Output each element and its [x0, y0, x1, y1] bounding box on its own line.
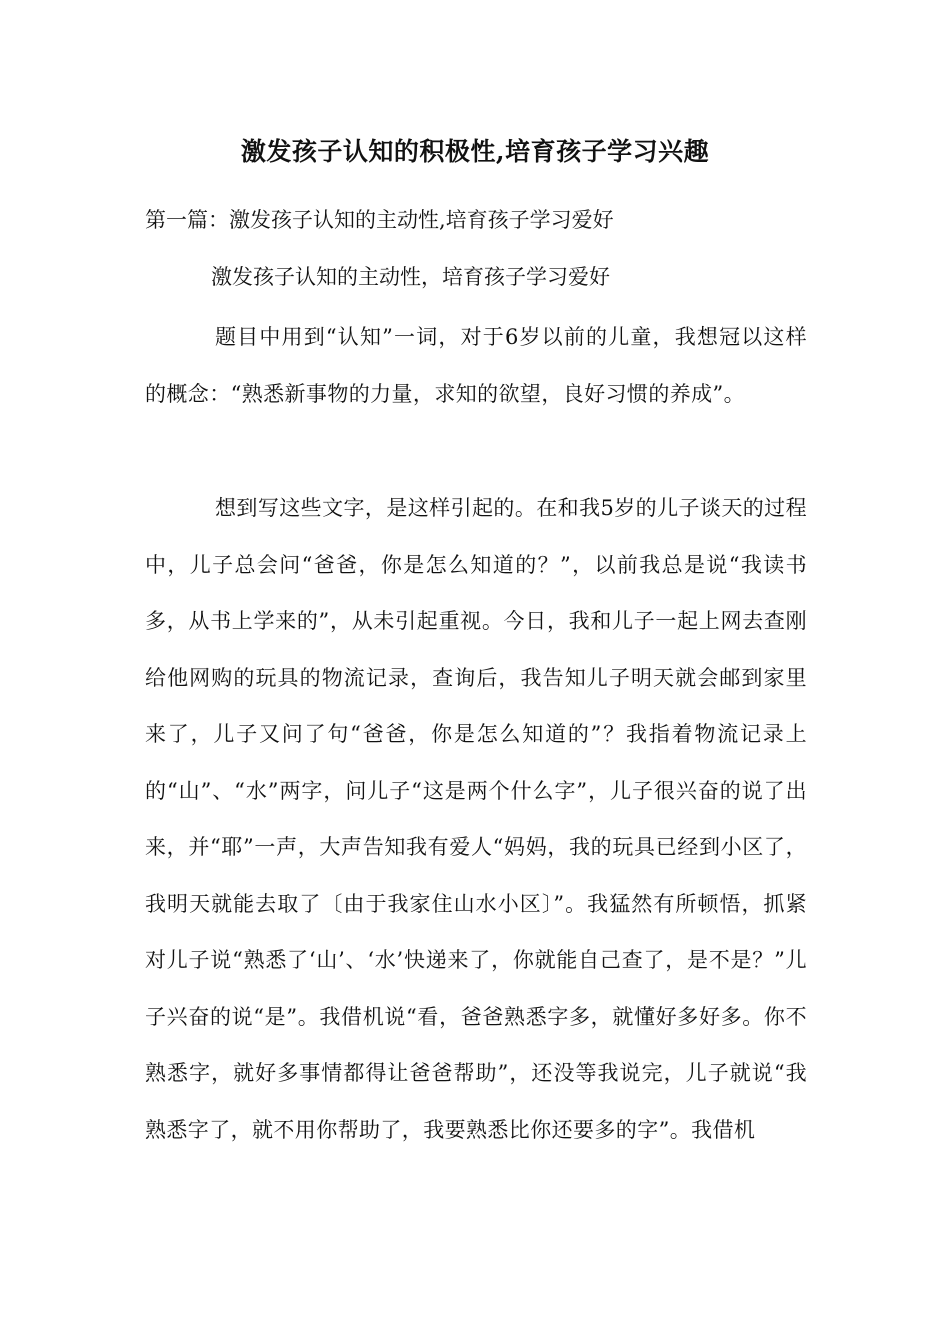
article-heading: 激发孩子认知的主动性，培育孩子学习爱好 [211, 265, 610, 289]
document-title: 激发孩子认知的积极性,培育孩子学习兴趣 [240, 137, 710, 166]
document-subtitle: 第一篇：激发孩子认知的主动性,培育孩子学习爱好 [145, 208, 614, 232]
body-paragraph: 题目中用到“认知”一词，对于6岁以前的儿童，我想冠以这样的概念：“熟悉新事物的力量，求知的欲望，良好习惯的养成”。 [145, 325, 807, 406]
body-paragraph: 想到写这些文字，是这样引起的。在和我5岁的儿子谈天的过程中，儿子总会问“爸爸，你是怎么知道的？”，以前我总是说“我读书多，从书上学来的”，从未引起重视。今日，我和儿子一起上网去查刚给他网购的玩具的物流记录，查询后，我告知儿子明天就会邮到家里来了，儿子又问了句“爸爸，你是怎么知道的”？我指着物流记录上的“山”、“水”两字，问儿子“这是两个什么字”，儿子很兴奋的说了出来，并“耶”一声，大声告知我有爱人“妈妈，我的玩具已经到小区了，我明天就能去取了〔由于我家住山水小区〕”。我猛然有所顿悟，抓紧对儿子说“熟悉了‘山’、‘水’快递来了，你就能自己查了，是不是？”儿子兴奋的说“是”。我借机说“看，爸爸熟悉字多，就懂好多好多。你不熟悉字，就好多事情都得让爸爸帮助”，还没等我说完，儿子就说“我熟悉字了，就不用你帮助了，我要熟悉比你还要多的字”。我借机 [145, 496, 807, 1142]
